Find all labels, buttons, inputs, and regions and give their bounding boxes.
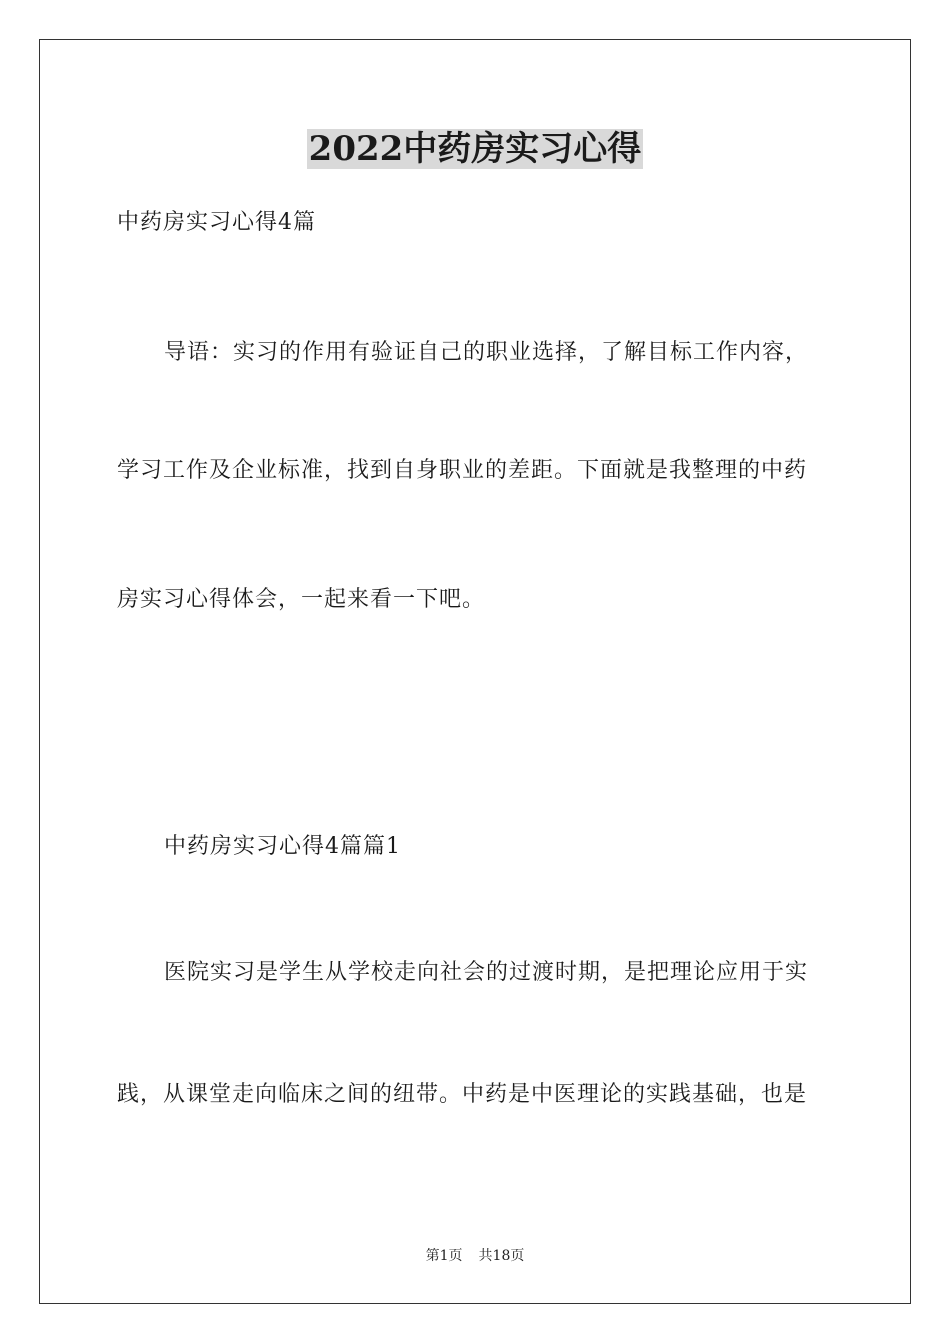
section-heading: 中药房实习心得4篇篇1 bbox=[164, 834, 401, 859]
page-footer bbox=[0, 1246, 950, 1266]
intro-line-2: 学习工作及企业标准，找到自身职业的差距。下面就是我整理的中药 bbox=[117, 458, 808, 483]
intro-line-3: 房实习心得体会，一起来看一下吧。 bbox=[117, 587, 486, 612]
subtitle-line: 中药房实习心得4篇 bbox=[117, 210, 316, 235]
body-line-2: 践，从课堂走向临床之间的纽带。中药是中医理论的实践基础，也是 bbox=[117, 1082, 808, 1107]
body-line-1: 医院实习是学生从学校走向社会的过渡时期，是把理论应用于实 bbox=[164, 960, 809, 985]
total-pages: 共18页 bbox=[478, 1248, 525, 1264]
document-title-text: 2022中药房实习心得 bbox=[308, 129, 642, 169]
document-title bbox=[0, 126, 950, 172]
page-number: 第1页 bbox=[425, 1248, 463, 1264]
intro-line-1: 导语：实习的作用有验证自己的职业选择，了解目标工作内容， bbox=[164, 340, 809, 365]
